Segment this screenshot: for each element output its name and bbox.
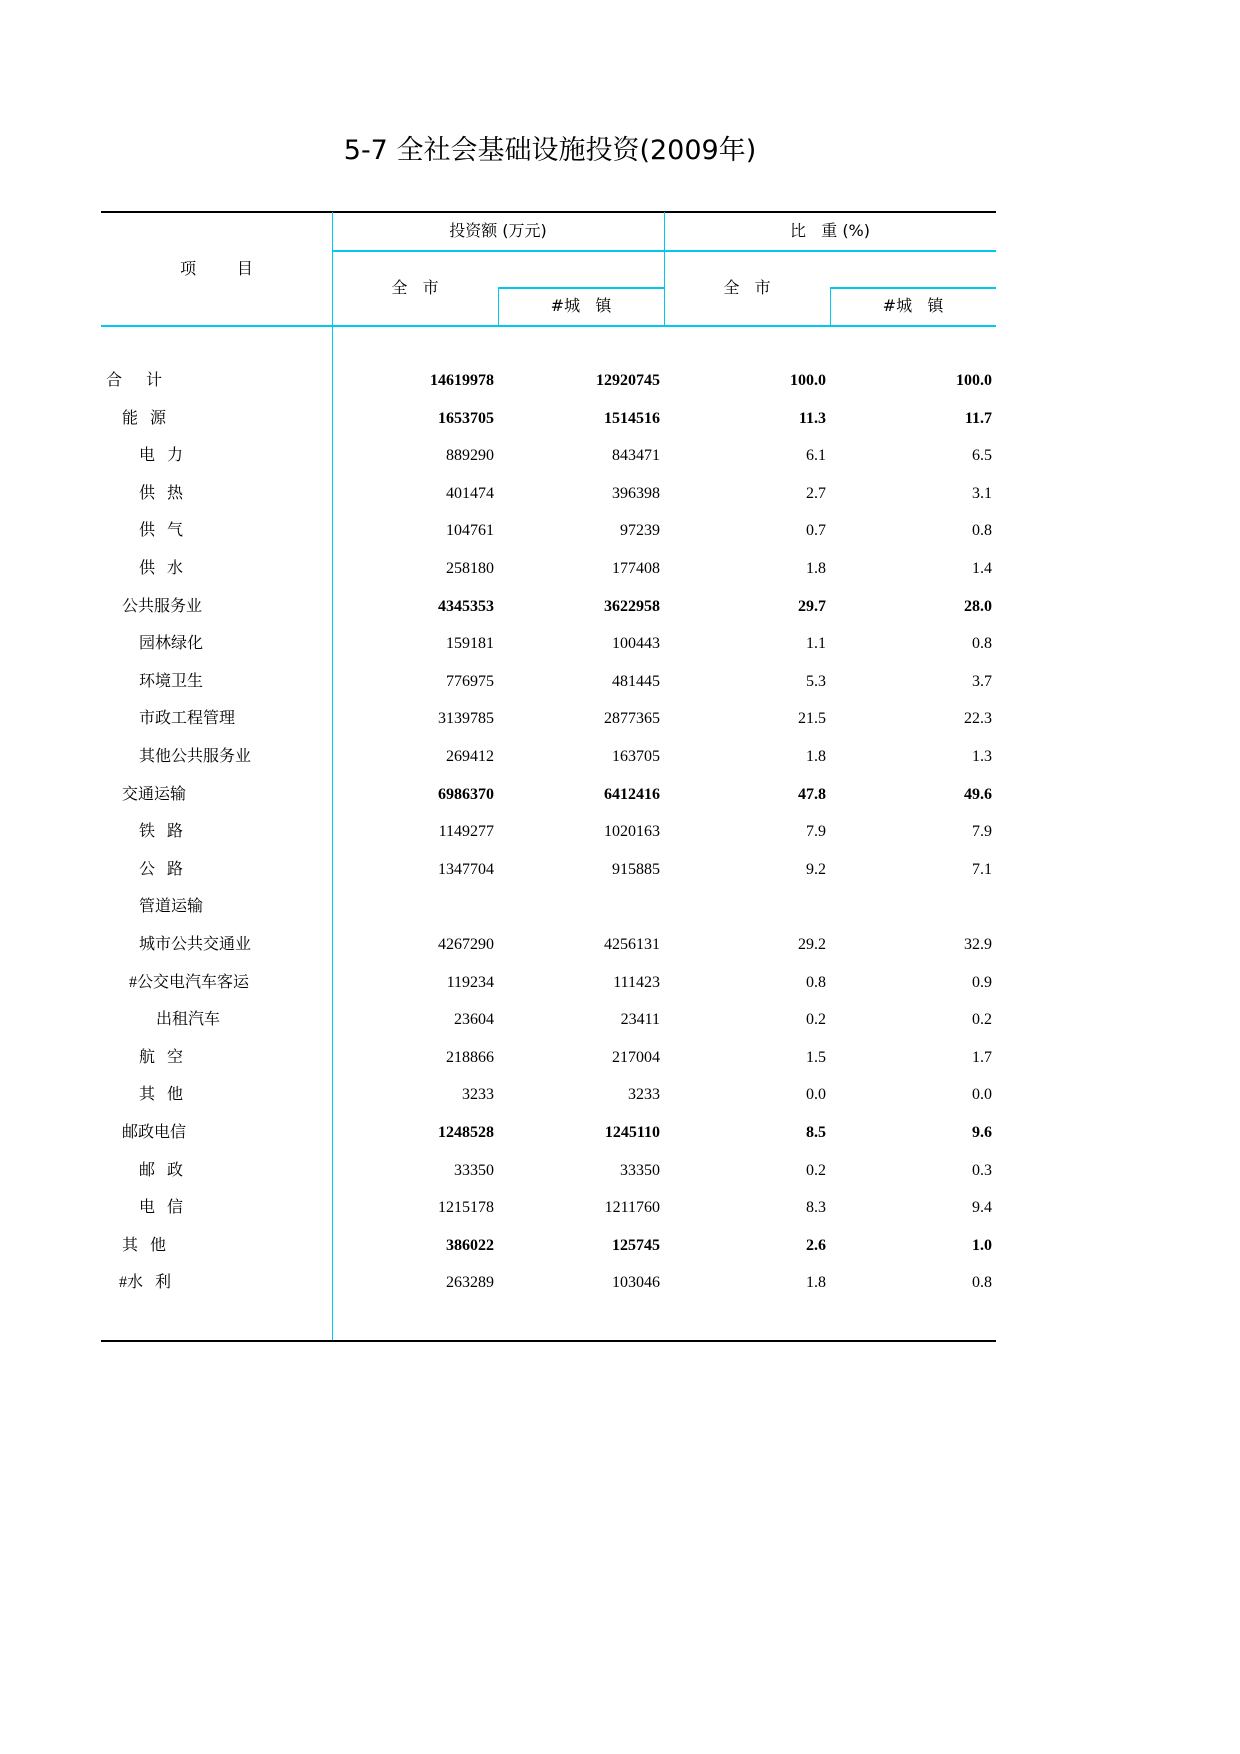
table-row (101, 851, 996, 889)
cell-share-town: 7.9 (972, 823, 992, 841)
cell-share-town: 0.8 (972, 522, 992, 540)
cell-investment-town: 100443 (612, 635, 660, 653)
cell-investment-town: 177408 (612, 560, 660, 577)
cell-share-city: 47.8 (798, 785, 826, 803)
table-row (101, 1264, 996, 1302)
table-row (101, 362, 996, 400)
row-label: 园林绿化 (139, 635, 204, 653)
cell-share-city: 8.3 (806, 1199, 826, 1217)
table-row (101, 663, 996, 701)
cell-investment-city: 4345353 (438, 597, 494, 615)
cell-investment-town: 396398 (612, 484, 660, 502)
cell-share-town: 1.3 (972, 748, 992, 765)
header-investment: 投资额 (万元) (449, 221, 547, 240)
row-label: 能 源 (122, 409, 167, 427)
row-label: 铁 路 (139, 823, 184, 841)
cell-investment-city: 159181 (446, 635, 494, 653)
cell-share-city: 29.2 (798, 936, 826, 953)
row-label: #水 利 (119, 1274, 172, 1292)
cell-share-town: 6.5 (972, 447, 992, 465)
cell-investment-city: 401474 (446, 484, 494, 502)
cell-investment-town: 2877365 (604, 710, 660, 728)
header-share: 比 重 (%) (789, 221, 871, 240)
table-row (101, 926, 996, 964)
cell-share-town: 0.9 (972, 973, 992, 991)
cell-share-city: 0.0 (806, 1086, 826, 1104)
cell-share-town: 9.4 (972, 1199, 992, 1217)
cell-investment-city: 269412 (446, 748, 494, 765)
row-label: #公交电汽车客运 (129, 973, 250, 991)
row-label: 交通运输 (122, 785, 187, 803)
cell-investment-town: 1514516 (604, 409, 660, 427)
row-label: 电 信 (139, 1199, 184, 1217)
table-row (101, 550, 996, 588)
row-label: 城市公共交通业 (139, 936, 252, 953)
cell-share-town: 32.9 (964, 936, 992, 953)
cell-investment-town: 125745 (612, 1236, 660, 1254)
row-label: 出租汽车 (156, 1011, 221, 1029)
cell-investment-town: 163705 (612, 748, 660, 765)
table-row (101, 776, 996, 814)
cell-share-city: 0.8 (806, 973, 826, 991)
cell-share-city: 5.3 (806, 672, 826, 690)
cell-investment-town: 33350 (620, 1161, 660, 1179)
cell-investment-city: 1653705 (438, 409, 494, 427)
cell-investment-city: 889290 (446, 447, 494, 465)
table-row (101, 738, 996, 776)
cell-share-city: 1.8 (806, 1274, 826, 1292)
cell-share-town: 0.0 (972, 1086, 992, 1104)
cell-investment-city: 263289 (446, 1274, 494, 1292)
cell-share-town: 3.7 (972, 672, 992, 690)
cell-investment-city: 33350 (454, 1161, 494, 1179)
header-city-share: 全 市 (723, 278, 771, 297)
table-row (101, 1039, 996, 1077)
cell-investment-town: 3622958 (604, 597, 660, 615)
cell-investment-city: 1248528 (438, 1124, 494, 1141)
row-label: 管道运输 (139, 898, 204, 916)
cell-share-city: 8.5 (806, 1124, 826, 1141)
cell-investment-town: 481445 (612, 672, 660, 690)
header-rule-2a (498, 287, 664, 289)
cell-investment-town: 915885 (612, 860, 660, 878)
cell-share-city: 100.0 (790, 372, 826, 389)
cell-share-town: 100.0 (956, 372, 992, 389)
cell-share-city: 1.8 (806, 748, 826, 765)
cell-share-town: 0.8 (972, 635, 992, 653)
header-bottom-rule (101, 325, 996, 327)
row-label: 市政工程管理 (139, 710, 236, 728)
cell-share-town: 9.6 (972, 1124, 992, 1141)
header-town-investment: #城 镇 (550, 296, 612, 315)
cell-investment-town: 217004 (612, 1048, 660, 1066)
cell-share-city: 1.8 (806, 560, 826, 577)
cell-investment-town: 1211760 (604, 1199, 660, 1217)
row-label: 公 路 (139, 860, 184, 878)
row-label: 供 热 (139, 484, 184, 502)
cell-share-city: 9.2 (806, 860, 826, 878)
header-city-investment: 全 市 (391, 278, 439, 297)
table-row (101, 400, 996, 438)
cell-share-city: 29.7 (798, 597, 826, 615)
cell-investment-city: 386022 (446, 1236, 494, 1254)
cell-share-city: 1.5 (806, 1048, 826, 1066)
cell-investment-city: 1347704 (438, 860, 494, 878)
cell-share-city: 6.1 (806, 447, 826, 465)
table-row (101, 1114, 996, 1152)
cell-investment-city: 1149277 (438, 823, 494, 841)
page-title: 5-7 全社会基础设施投资(2009年) (343, 135, 757, 166)
cell-investment-city: 1215178 (438, 1199, 494, 1217)
cell-investment-city: 218866 (446, 1048, 494, 1066)
cell-share-town: 3.1 (972, 484, 992, 502)
cell-investment-city: 119234 (446, 973, 494, 991)
header-rule-2b (830, 287, 996, 289)
table-row (101, 1001, 996, 1039)
header-town-share: #城 镇 (882, 296, 944, 315)
cell-share-city: 1.1 (806, 635, 826, 653)
table-row (101, 888, 996, 926)
cell-share-town: 1.0 (972, 1236, 992, 1254)
table-row (101, 1227, 996, 1265)
cell-share-town: 22.3 (964, 710, 992, 728)
row-label: 环境卫生 (139, 672, 204, 690)
cell-share-town: 7.1 (972, 860, 992, 878)
cell-share-town: 0.2 (972, 1011, 992, 1029)
table-row (101, 700, 996, 738)
cell-share-city: 21.5 (798, 710, 826, 728)
cell-investment-town: 12920745 (596, 372, 660, 389)
cell-investment-city: 6986370 (438, 785, 494, 803)
cell-investment-town: 3233 (628, 1086, 660, 1104)
cell-share-city: 0.2 (806, 1011, 826, 1029)
table-row (101, 625, 996, 663)
cell-share-town: 1.7 (972, 1048, 992, 1066)
cell-investment-city: 3233 (462, 1086, 494, 1104)
cell-share-town: 11.7 (964, 409, 992, 427)
cell-share-town: 0.8 (972, 1274, 992, 1292)
cell-share-city: 0.7 (806, 522, 826, 540)
cell-share-town: 28.0 (964, 597, 992, 615)
cell-investment-town: 97239 (620, 522, 660, 540)
cell-investment-town: 103046 (612, 1274, 660, 1292)
header-item: 项 目 (180, 259, 253, 278)
row-label: 航 空 (139, 1048, 184, 1066)
row-label: 电 力 (139, 447, 184, 465)
cell-investment-city: 3139785 (438, 710, 494, 728)
table-top-rule (101, 211, 996, 213)
row-label: 合 计 (106, 372, 163, 389)
table-bottom-rule (101, 1340, 996, 1342)
row-label: 邮政电信 (122, 1124, 187, 1141)
cell-share-town: 1.4 (972, 560, 992, 577)
row-label: 其 他 (139, 1086, 184, 1104)
cell-share-city: 2.7 (806, 484, 826, 502)
table-row (101, 813, 996, 851)
cell-investment-town: 111423 (613, 973, 660, 991)
cell-share-town: 0.3 (972, 1161, 992, 1179)
cell-share-town: 49.6 (964, 785, 992, 803)
cell-investment-town: 1245110 (604, 1124, 660, 1141)
row-label: 供 水 (139, 560, 184, 577)
cell-share-city: 0.2 (806, 1161, 826, 1179)
table-row (101, 512, 996, 550)
row-label: 公共服务业 (122, 597, 203, 615)
cell-investment-city: 104761 (446, 522, 494, 540)
table-row (101, 1076, 996, 1114)
table-row (101, 588, 996, 626)
cell-investment-town: 843471 (612, 447, 660, 465)
row-label: 供 气 (139, 522, 184, 540)
row-label: 邮 政 (139, 1161, 184, 1179)
cell-share-city: 11.3 (798, 409, 826, 427)
row-label: 其 他 (122, 1236, 167, 1254)
table-row (101, 437, 996, 475)
table-row (101, 1152, 996, 1190)
cell-investment-town: 23411 (620, 1011, 660, 1029)
table-row (101, 475, 996, 513)
cell-investment-city: 258180 (446, 560, 494, 577)
cell-investment-city: 14619978 (430, 372, 494, 389)
cell-investment-town: 4256131 (604, 936, 660, 953)
cell-investment-city: 776975 (446, 672, 494, 690)
row-label: 其他公共服务业 (139, 748, 252, 765)
cell-share-city: 7.9 (806, 823, 826, 841)
table-row (101, 1189, 996, 1227)
cell-investment-city: 4267290 (438, 936, 494, 953)
cell-investment-town: 6412416 (604, 785, 660, 803)
cell-investment-town: 1020163 (604, 823, 660, 841)
table-row (101, 964, 996, 1002)
cell-share-city: 2.6 (806, 1236, 826, 1254)
cell-investment-city: 23604 (454, 1011, 494, 1029)
